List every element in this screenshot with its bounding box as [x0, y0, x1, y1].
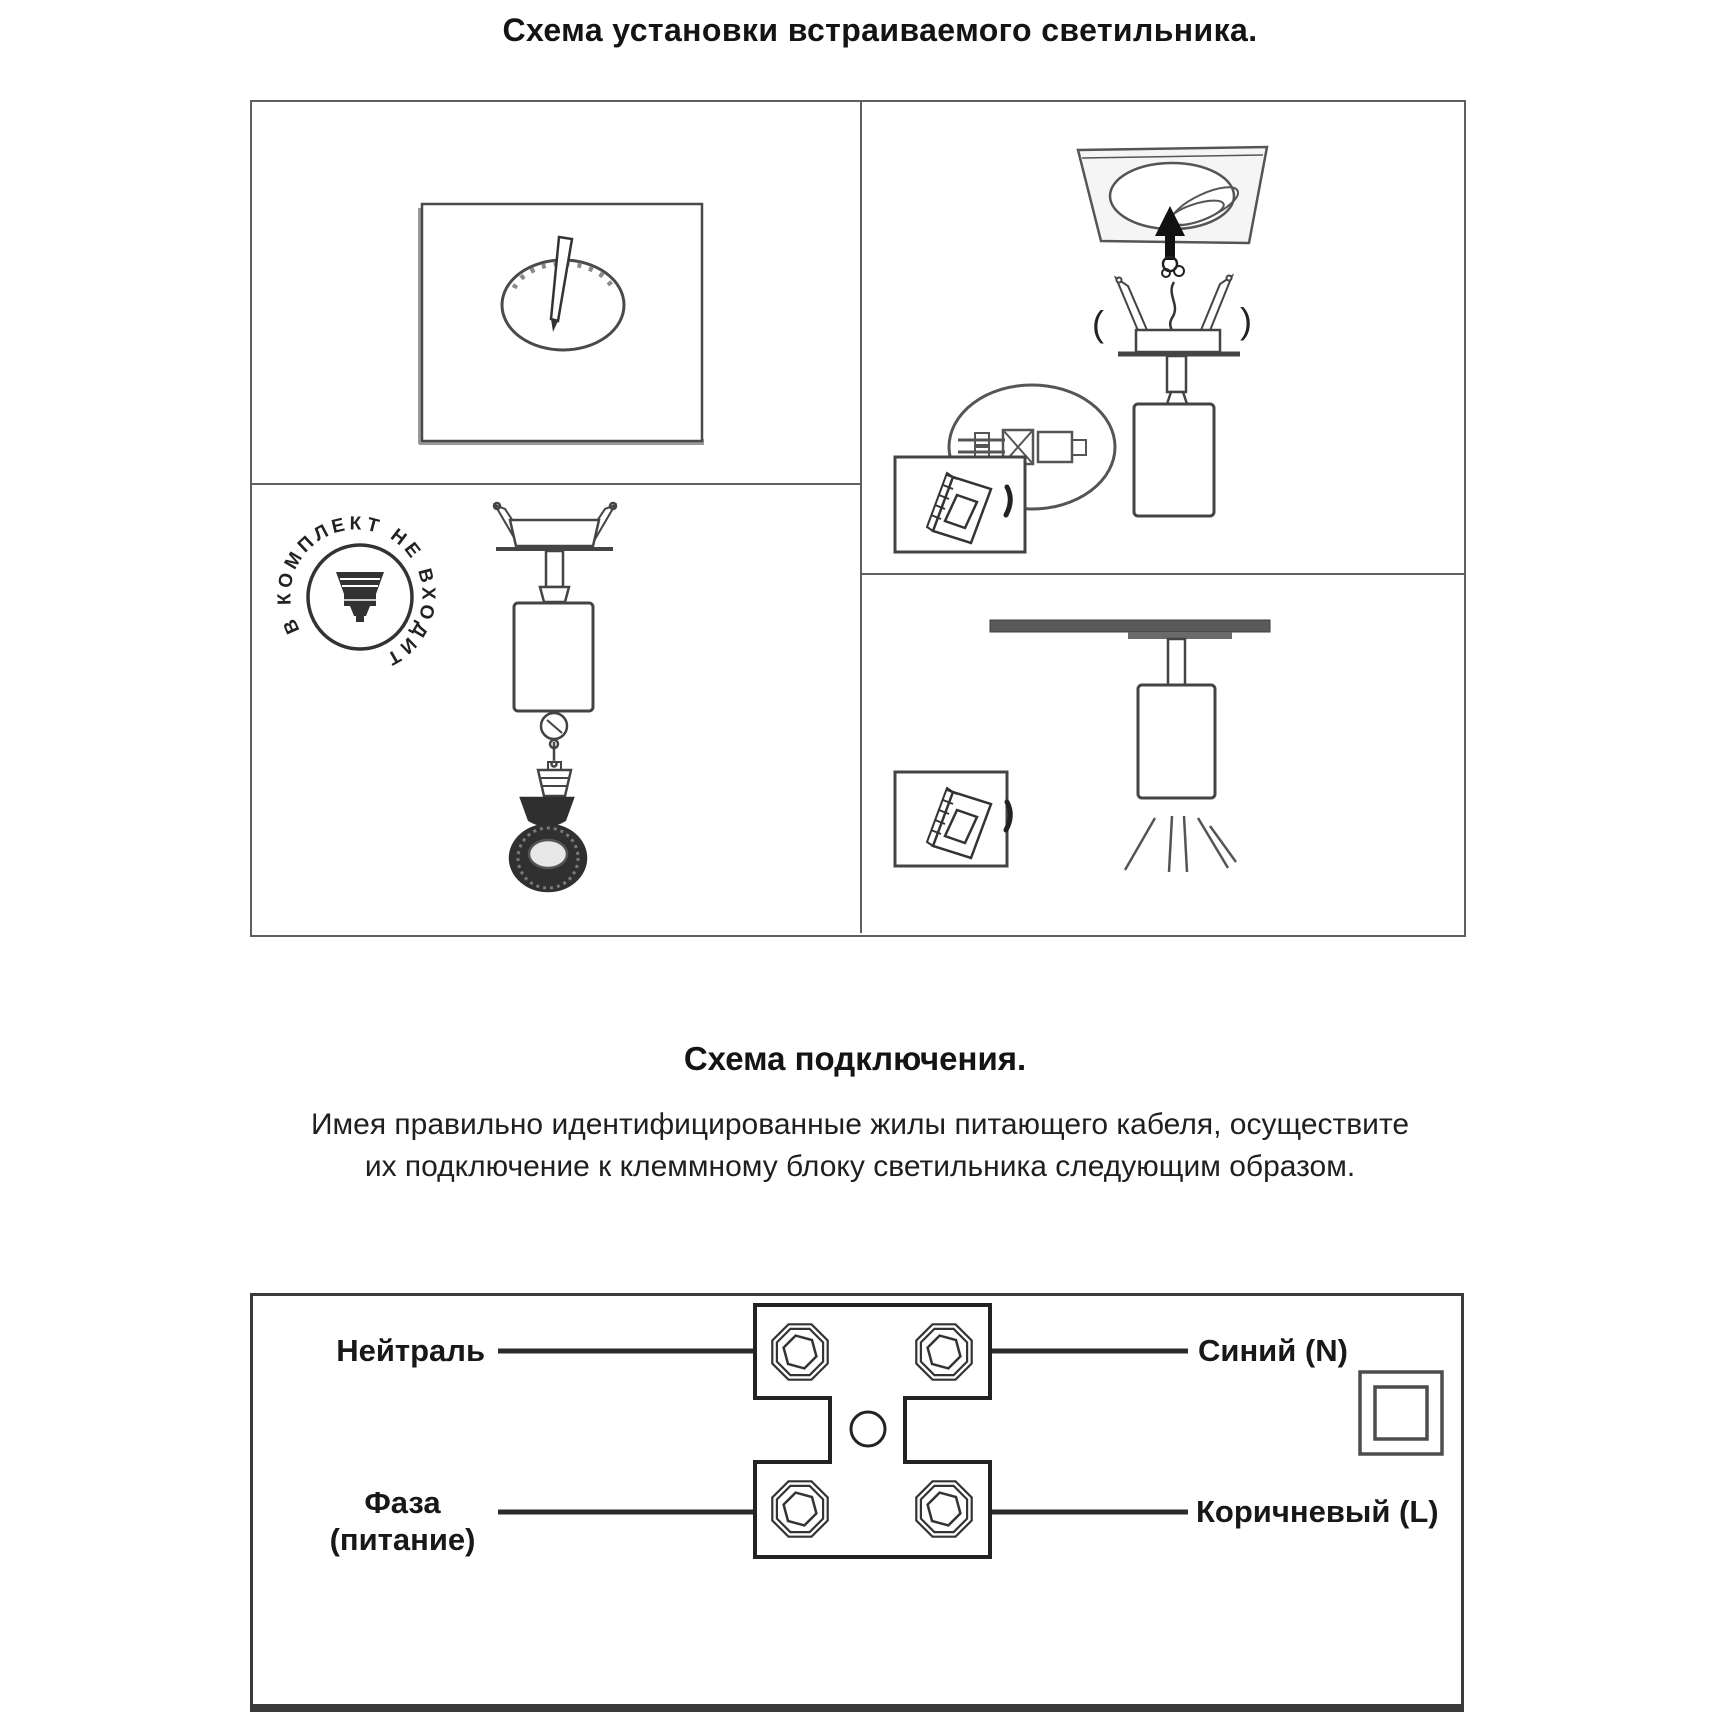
panel-wiring-through-hole — [862, 102, 1464, 573]
fixture-body-drawing — [1118, 330, 1240, 516]
phase-label-line1: Фаза — [364, 1485, 441, 1520]
light-rays-icon — [1125, 816, 1236, 872]
class-ii-insulation-icon — [1360, 1372, 1442, 1454]
instructions-line-2: их подключение к клеммному блоку светильника следующим образом. — [364, 1150, 1356, 1183]
bulb-not-included-stamp — [274, 513, 438, 670]
panel-mark-hole — [252, 102, 860, 483]
squeeze-mark-right: ) — [1240, 300, 1252, 341]
ceiling-line — [990, 620, 1270, 632]
trim-ring-icon — [510, 825, 586, 891]
installation-steps-grid — [250, 100, 1466, 937]
wall-switch-icon — [895, 772, 1010, 866]
panel-installed-light — [862, 575, 1464, 933]
blue-wire-label: Синий (N) — [1198, 1333, 1348, 1368]
neutral-label: Нейтраль — [336, 1333, 485, 1368]
instructions-line-1: Имея правильно идентифицированные жилы питающего кабеля, осуществите — [310, 1108, 1410, 1141]
stamp-text: В КОМПЛЕКТ НЕ ВХОДИТ — [274, 513, 439, 671]
phase-label — [300, 1484, 505, 1558]
brown-wire-label: Коричневый (L) — [1196, 1494, 1439, 1529]
recessed-light-exploded-drawing — [494, 503, 616, 891]
wall-switch-icon — [895, 457, 1025, 552]
connection-instructions — [130, 1104, 1590, 1188]
section-heading: Схема подключения. — [683, 1040, 1027, 1077]
panel-exploded-view — [252, 485, 860, 933]
installed-lamp-drawing — [990, 620, 1270, 798]
phase-label-line2: (питание) — [329, 1522, 476, 1557]
terminal-block — [755, 1305, 990, 1557]
page-title: Схема установки встраиваемого светильника. — [502, 12, 1258, 48]
squeeze-mark-left: ( — [1092, 303, 1104, 344]
